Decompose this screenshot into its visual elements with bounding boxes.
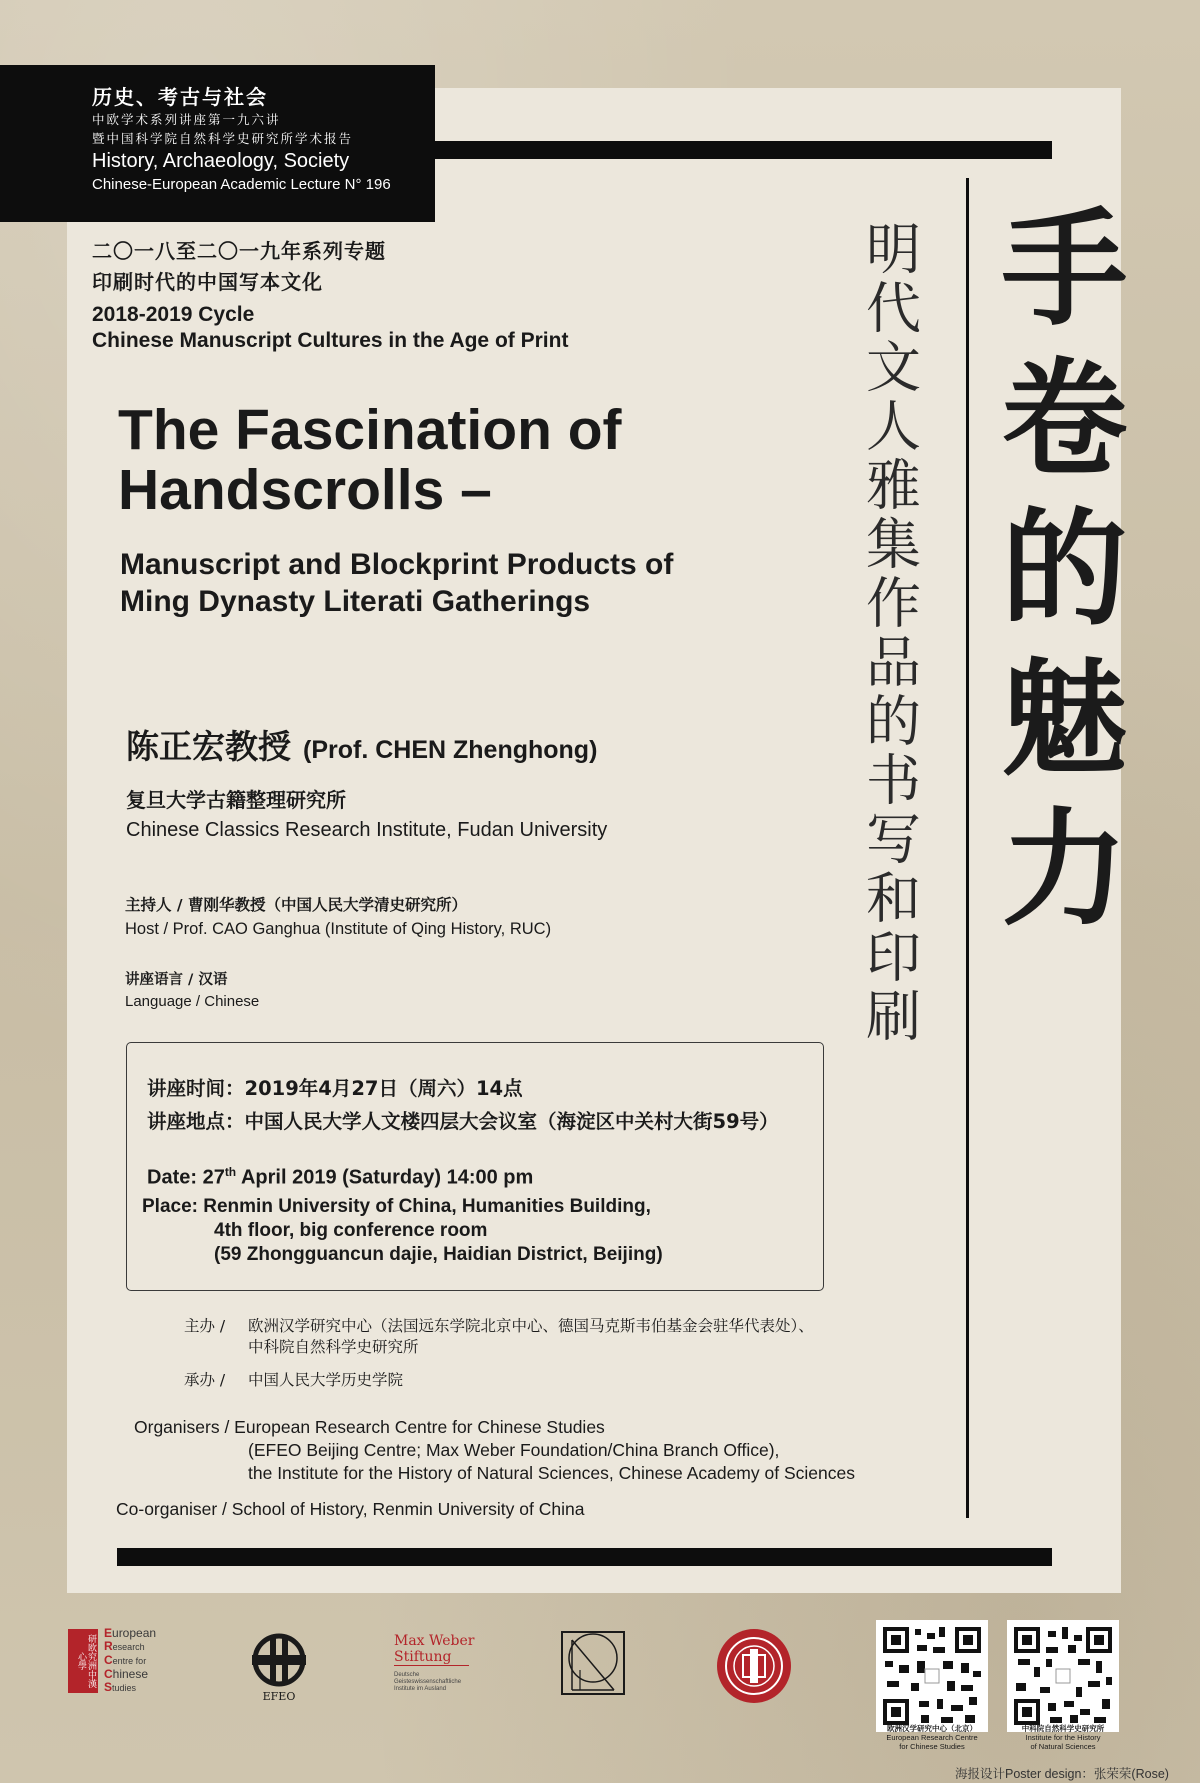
host-en: Host / Prof. CAO Ganghua (Institute of Qing History, RUC) — [125, 920, 552, 938]
qr-caption-ihns-en-1: Institute for the History — [1025, 1733, 1101, 1742]
efeo-logo — [244, 1626, 314, 1706]
event-date-suffix: th — [224, 1165, 237, 1179]
speaker-name-en: (Prof. CHEN Zhenghong) — [303, 736, 598, 764]
lecture-title — [118, 400, 622, 520]
ercs-word-research: esearch — [112, 1642, 145, 1652]
qr-code-icon — [881, 1625, 983, 1727]
organiser-label-zh: 主办 / — [184, 1317, 226, 1335]
organisers-en-3: the Institute for the History of Natural Sciences, Chinese Academy of Sciences — [248, 1463, 855, 1483]
qr-caption-ihns — [1003, 1724, 1123, 1751]
event-place-en-3: (59 Zhongguancun dajie, Haidian District, Beijing) — [214, 1244, 663, 1265]
ercs-word-centre: entre for — [112, 1656, 147, 1666]
qr-caption-ercs-en-1: European Research Centre — [886, 1733, 978, 1742]
ercs-letter-e: E — [104, 1626, 113, 1640]
event-place-en-2: 4th floor, big conference room — [214, 1220, 488, 1241]
qr-code-icon — [1012, 1625, 1114, 1727]
event-date-rest: April 2019 (Saturday) 14:00 pm — [236, 1166, 534, 1189]
qr-code-ercs[interactable] — [876, 1620, 988, 1732]
qr-caption-ercs — [872, 1724, 992, 1751]
top-rule — [432, 141, 1052, 159]
vertical-subtitle-zh: 明代文人雅集作品的书写和印刷 — [857, 220, 921, 1046]
lecture-subtitle-line-2: Ming Dynasty Literati Gatherings — [120, 585, 591, 618]
cycle-zh-1: 二〇一八至二〇一九年系列专题 — [92, 239, 386, 263]
host-block — [125, 893, 551, 939]
organisers-zh — [184, 1316, 814, 1391]
max-weber-logo — [394, 1628, 484, 1698]
lecture-title-line-2: Handscrolls – — [118, 458, 492, 522]
organisers-en-1: Organisers / European Research Centre for Chinese Studies — [134, 1417, 605, 1437]
ercs-word-chinese: hinese — [112, 1667, 149, 1681]
qr-code-ihns[interactable] — [1007, 1620, 1119, 1732]
language-zh: 讲座语言 / 汉语 — [125, 972, 228, 988]
event-time-zh: 讲座时间：2019年4月27日（周六）14点 — [147, 1077, 523, 1100]
language-block — [125, 968, 259, 1010]
geometric-emblem-icon — [560, 1630, 626, 1696]
organisers-en — [134, 1416, 855, 1485]
bottom-rule — [117, 1548, 1052, 1566]
speaker-block — [126, 721, 607, 842]
organiser-line-1-zh: 欧洲汉学研究中心（法国远东学院北京中心、德国马克斯韦伯基金会驻华代表处）、 — [248, 1317, 814, 1335]
series-title-zh: 历史、考古与社会 — [92, 85, 268, 109]
co-organiser-en: Co-organiser / School of History, Renmin University of China — [116, 1499, 585, 1519]
max-weber-line-3: Deutsche Geisteswissenschaftliche Institute im Ausland — [394, 1672, 462, 1692]
speaker-affiliation-zh: 复旦大学古籍整理研究所 — [126, 788, 346, 812]
event-date-en — [147, 1165, 533, 1190]
ercs-letter-r: R — [104, 1639, 113, 1653]
ercs-seal: 研欧究洲中漢心學 — [68, 1629, 98, 1693]
ercs-word-studies: tudies — [112, 1683, 137, 1693]
ercs-letter-c1: C — [104, 1653, 113, 1667]
speaker-name-zh: 陈正宏教授 — [126, 727, 291, 766]
ruc-seal-logo — [714, 1626, 794, 1706]
cycle-block — [92, 236, 568, 354]
report-line-zh: 暨中国科学院自然科学史研究所学术报告 — [92, 131, 354, 146]
event-date-prefix: Date: 27 — [147, 1166, 225, 1189]
event-place-zh: 讲座地点：中国人民大学人文楼四层大会议室（海淀区中关村大街59号） — [147, 1110, 779, 1133]
max-weber-line-1: Max Weber — [394, 1633, 475, 1649]
renmin-university-seal-icon — [715, 1627, 793, 1705]
ercs-logo — [68, 1626, 184, 1696]
lecture-number-en: Chinese-European Academic Lecture N° 196 — [92, 176, 391, 193]
co-organiser-zh: 中国人民大学历史学院 — [248, 1371, 404, 1389]
lecture-subtitle — [120, 546, 673, 620]
vertical-divider — [966, 178, 969, 1518]
ihns-logo — [560, 1630, 626, 1696]
cycle-en-1: 2018-2019 Cycle — [92, 303, 255, 326]
poster-design-credit: 海报设计Poster design：张荣荣(Rose) — [955, 1767, 1169, 1781]
efeo-label: EFEO — [262, 1689, 296, 1703]
lecture-subtitle-line-1: Manuscript and Blockprint Products of — [120, 548, 674, 581]
ercs-letter-c2: C — [104, 1667, 113, 1681]
cycle-en-2: Chinese Manuscript Cultures in the Age of Print — [92, 329, 569, 352]
ercs-letter-s: S — [104, 1680, 113, 1694]
qr-caption-ihns-en-2: of Natural Sciences — [1030, 1742, 1096, 1751]
vertical-title-zh: 手卷的魅力 — [981, 202, 1129, 952]
organiser-line-2-zh: 中科院自然科学史研究所 — [248, 1338, 419, 1356]
event-details-box — [126, 1042, 824, 1291]
lecture-number-zh: 中欧学术系列讲座第一九六讲 — [92, 112, 281, 127]
efeo-emblem-icon — [248, 1630, 310, 1690]
qr-caption-ercs-zh: 欧洲汉学研究中心（北京） — [887, 1724, 977, 1733]
qr-caption-ihns-zh: 中科院自然科学史研究所 — [1021, 1724, 1105, 1733]
qr-caption-ercs-en-2: for Chinese Studies — [899, 1742, 965, 1751]
event-place-en-1: Place: Renmin University of China, Humanities Building, — [142, 1196, 651, 1217]
host-zh: 主持人 / 曹刚华教授（中国人民大学清史研究所） — [125, 896, 467, 914]
organisers-en-2: (EFEO Beijing Centre; Max Weber Foundation/China Branch Office), — [248, 1440, 780, 1460]
co-organiser-label-zh: 承办 / — [184, 1371, 226, 1389]
series-header — [0, 65, 435, 222]
ercs-word-european: uropean — [112, 1626, 157, 1640]
max-weber-line-2: Stiftung — [394, 1649, 469, 1666]
series-title-en: History, Archaeology, Society — [92, 150, 350, 172]
cycle-zh-2: 印刷时代的中国写本文化 — [92, 270, 323, 294]
logo-strip — [0, 1610, 1200, 1760]
language-en: Language / Chinese — [125, 993, 260, 1010]
lecture-title-line-1: The Fascination of — [118, 398, 622, 462]
speaker-affiliation-en: Chinese Classics Research Institute, Fudan University — [126, 819, 608, 841]
